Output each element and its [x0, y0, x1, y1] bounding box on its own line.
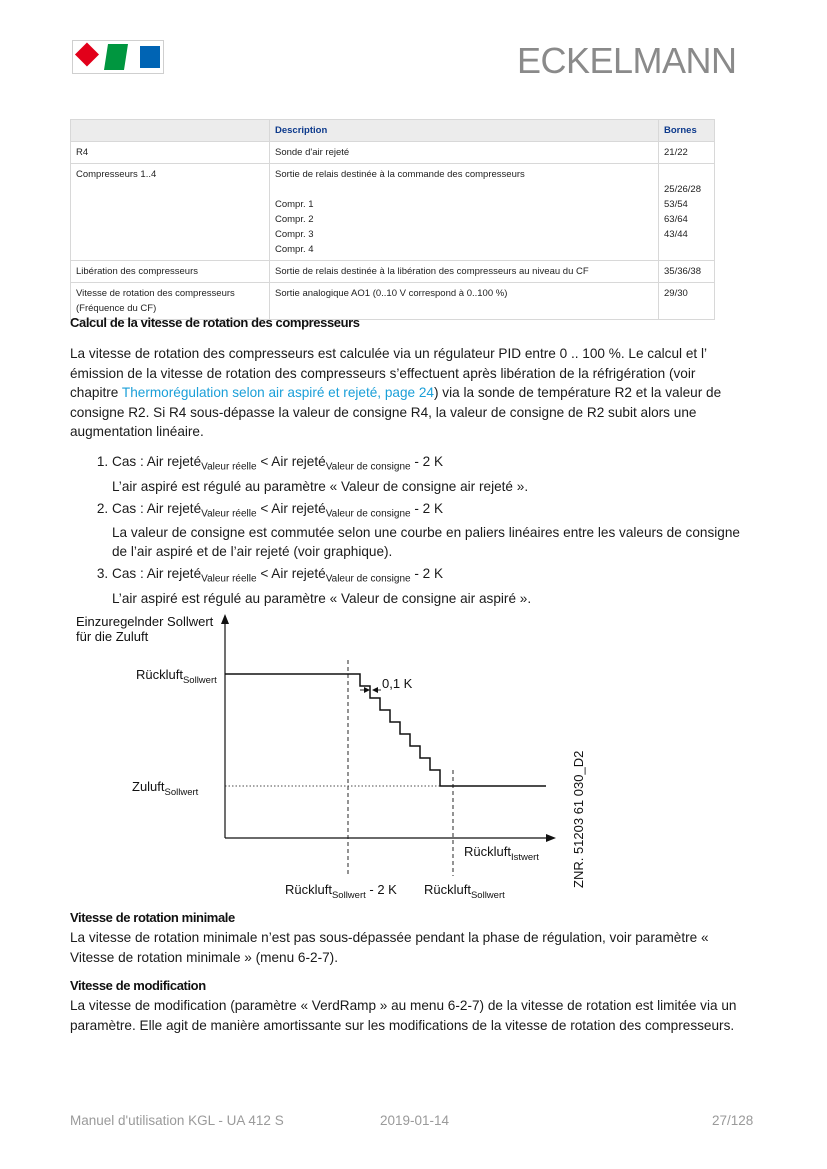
table-row: [71, 261, 715, 283]
table-cell-desc: Sortie analogique AO1 (0..10 V correspond à 0..100 %): [270, 283, 659, 320]
brand-name: ECKELMANN: [517, 40, 737, 81]
ruckluft-sollwert-label: Rückluft$_{Sollwert}$: [136, 667, 217, 686]
table-cell-desc: Sortie de relais destinée à la commande des compresseurs Compr. 1 Compr. 2 Compr. 3 Compr. 4: [270, 164, 659, 261]
calc-paragraph: [70, 344, 740, 442]
calc-text-2: ) via la sonde de température R2 et la valeur de consigne R2. Si R4 sous-dépasse la valeur de consigne R4, la valeur de consigne de R2 subit alors une augmentation linéaire.: [70, 385, 722, 439]
table-cell-name: Compresseurs 1..4: [71, 164, 270, 261]
case-description: L’air aspiré est régulé au paramètre « Valeur de consigne air aspiré ».: [112, 591, 532, 607]
table-cell-bornes: 21/22: [659, 142, 715, 164]
drawing-reference-number: ZNR. 51203 61 030_D2: [571, 750, 586, 888]
setpoint-diagram: [0, 600, 827, 910]
case-condition: 3. Cas : Air rejeté$_{Valeur réelle}$ < Air rejeté$_{Valeur de consigne}$ - 2 K: [112, 566, 444, 586]
red-diamond-icon: [75, 43, 99, 67]
calc-text-1: La vitesse de rotation des compresseurs est calculée via un régulateur PID entre 0 .. 100 %. Le calcul et l’ émission de la vitesse de rotation des compresseurs s’effectuent après libération de la réfrigération (voir chapitre: [70, 346, 707, 400]
calc-section-title: Calcul de la vitesse de rotation des compresseurs: [70, 315, 360, 330]
table-cell-bornes: 25/26/28 53/54 63/64 43/44: [659, 164, 715, 261]
min-speed-title: Vitesse de rotation minimale: [70, 910, 235, 925]
table-cell-bornes: 35/36/38: [659, 261, 715, 283]
footer-manual-title: Manuel d'utilisation KGL - UA 412 S: [70, 1113, 284, 1128]
ruckluft-istwert-label: Rückluft$_{Istwert}$: [464, 844, 539, 863]
y-axis-arrow-icon: [221, 614, 229, 624]
table-header-cell: Bornes: [659, 120, 715, 142]
table-cell-bornes: 29/30: [659, 283, 715, 320]
cases-list: [92, 452, 752, 608]
footer-date: 2019-01-14: [380, 1113, 450, 1128]
step-arrow-left-icon: [364, 687, 370, 693]
chapter-link[interactable]: Thermorégulation selon air aspiré et rejeté, page 24: [121, 385, 434, 400]
table-cell-name: R4: [71, 142, 270, 164]
x-label-sollwert: Rückluft$_{Sollwert}$: [424, 882, 505, 901]
min-speed-text: La vitesse de rotation minimale n’est pas sous-dépassée pendant la phase de régulation, voir paramètre « Vitesse de rotation minimale » (menu 6-2-7).: [70, 930, 709, 965]
table-header-cell: [71, 120, 270, 142]
table-header-cell: Description: [270, 120, 659, 142]
table-cell-desc: Sonde d'air rejeté: [270, 142, 659, 164]
terminal-table: [70, 119, 715, 320]
case-condition: 2. Cas : Air rejeté$_{Valeur réelle}$ < Air rejeté$_{Valeur de consigne}$ - 2 K: [112, 500, 444, 520]
y-axis-title-line2: für die Zuluft: [76, 629, 149, 644]
y-axis-title-line1: Einzuregelnder Sollwert: [76, 614, 214, 629]
table-cell-name: Vitesse de rotation des compresseurs (Fréquence du CF): [71, 283, 270, 320]
step-arrow-right-icon: [372, 687, 378, 693]
list-item: [112, 452, 752, 496]
list-item: [112, 499, 752, 562]
x-label-sollwert-minus-2k: Rückluft$_{Sollwert}$ - 2 K: [285, 882, 397, 901]
step-size-label: 0,1 K: [382, 676, 413, 691]
green-square-icon: [104, 44, 128, 70]
table-cell-name: Libération des compresseurs: [71, 261, 270, 283]
zuluft-sollwert-label: Zuluft$_{Sollwert}$: [132, 779, 199, 798]
case-description: La valeur de consigne est commutée selon une courbe en paliers linéaires entre les valeurs de consigne de l’air aspiré et de l’air rejeté (voir graphique).: [112, 525, 740, 560]
table-row: [71, 142, 715, 164]
x-axis-arrow-icon: [546, 834, 556, 842]
table-row: [71, 283, 715, 320]
table-row: [71, 164, 715, 261]
blue-square-icon: [140, 46, 160, 68]
eckelmann-logo-squares: [72, 40, 164, 74]
mod-speed-title: Vitesse de modification: [70, 978, 206, 993]
case-description: L’air aspiré est régulé au paramètre « Valeur de consigne air rejeté ».: [112, 478, 529, 494]
footer-page-number: 27/128: [712, 1113, 754, 1128]
table-header-row: [71, 120, 715, 142]
case-condition: 1. Cas : Air rejeté$_{Valeur réelle}$ < Air rejeté$_{Valeur de consigne}$ - 2 K: [112, 454, 444, 473]
table-cell-desc: Sortie de relais destinée à la libération des compresseurs au niveau du CF: [270, 261, 659, 283]
mod-speed-text: La vitesse de modification (paramètre « VerdRamp » au menu 6-2-7) de la vitesse de rotation est limitée via un paramètre. Elle agit de manière amortissante sur les modifications de la vitesse de rotation des compresseurs.: [70, 998, 737, 1033]
